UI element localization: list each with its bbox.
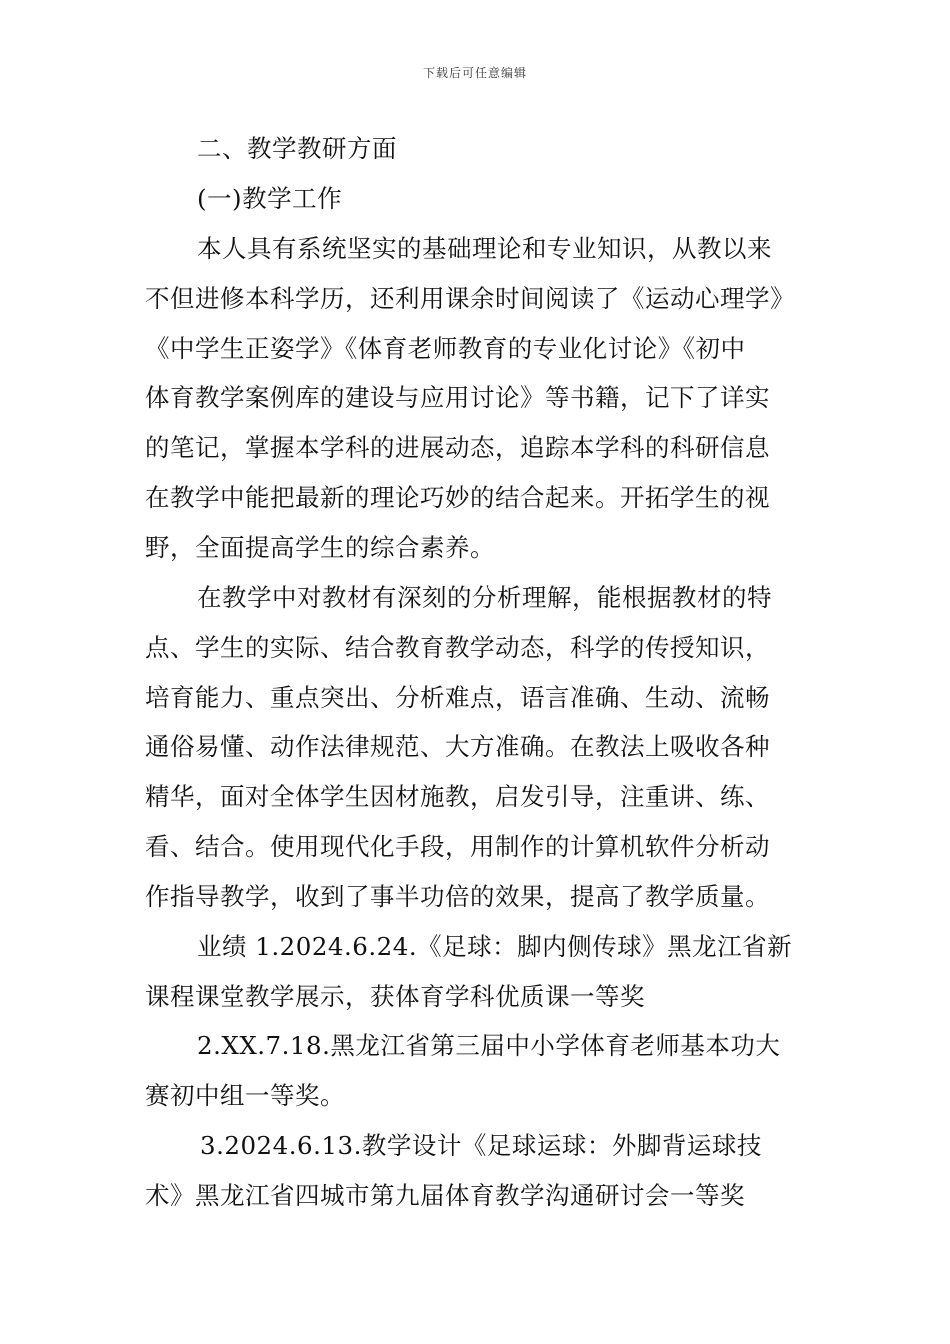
paragraph-line: 点、学生的实际、结合教育教学动态，科学的传授知识， — [145, 633, 770, 662]
paragraph-line: 的笔记，掌握本学科的进展动态，追踪本学科的科研信息 — [145, 433, 770, 462]
achievement-line: 课程课堂教学展示，获体育学科优质课一等奖 — [145, 982, 645, 1011]
paragraph-line: 培育能力、重点突出、分析难点，语言准确、生动、流畅 — [145, 683, 770, 712]
paragraph-line: 作指导教学，收到了事半功倍的效果，提高了教学质量。 — [145, 882, 770, 911]
paragraph-line: 在教学中能把最新的理论巧妙的结合起来。开拓学生的视 — [145, 483, 770, 512]
paragraph-line: 野，全面提高学生的综合素养。 — [145, 533, 495, 562]
paragraph-line: 精华，面对全体学生因材施教，启发引导，注重讲、练、 — [145, 782, 770, 811]
achievement-line: 2.XX.7.18.黑龙江省第三届中小学体育老师基本功大 — [197, 1031, 781, 1060]
section-heading: 二、教学教研方面 — [197, 134, 397, 163]
paragraph-line: 本人具有系统坚实的基础理论和专业知识，从教以来 — [197, 234, 772, 263]
achievement-line: 赛初中组一等奖。 — [145, 1081, 345, 1110]
paragraph-line: 通俗易懂、动作法律规范、大方准确。在教法上吸收各种 — [145, 732, 770, 761]
achievement-line: 3.2024.6.13.教学设计《足球运球：外脚背运球技 — [200, 1131, 762, 1160]
achievement-line: 业绩 1.2024.6.24.《足球：脚内侧传球》黑龙江省新 — [197, 932, 793, 961]
paragraph-line: 看、结合。使用现代化手段，用制作的计算机软件分析动 — [145, 832, 770, 861]
paragraph-line: 体育教学案例库的建设与应用讨论》等书籍，记下了详实 — [145, 383, 770, 412]
page-header-note: 下载后可任意编辑 — [422, 66, 527, 80]
subsection-heading: (一)教学工作 — [197, 184, 343, 213]
paragraph-line: 《中学生正姿学》《体育老师教育的专业化讨论》《初中 — [145, 334, 746, 363]
paragraph-line: 在教学中对教材有深刻的分析理解，能根据教材的特 — [197, 583, 772, 612]
paragraph-line: 不但进修本科学历，还利用课余时间阅读了《运动心理学》 — [145, 284, 795, 313]
achievement-line: 术》黑龙江省四城市第九届体育教学沟通研讨会一等奖 — [145, 1181, 745, 1210]
